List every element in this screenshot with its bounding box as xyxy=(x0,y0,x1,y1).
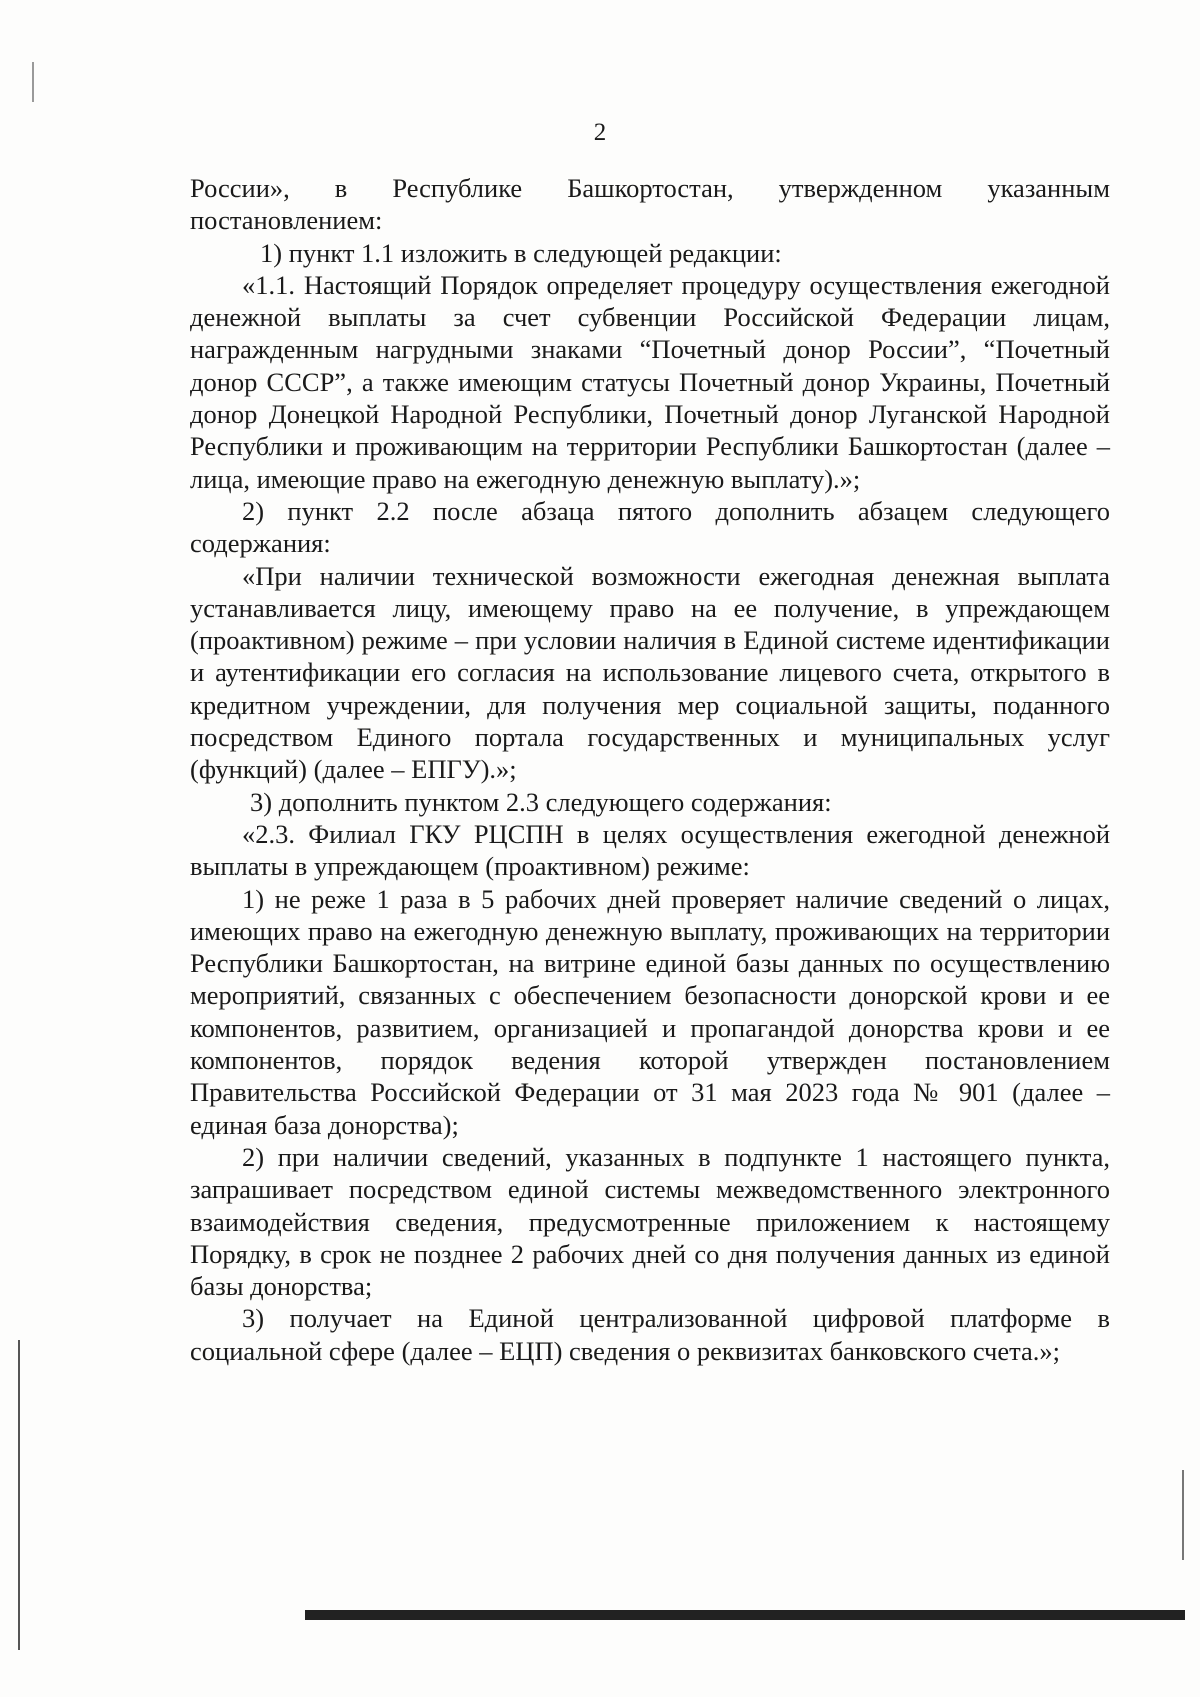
paragraph-clause-1-1: «1.1. Настоящий Порядок определяет процедуру осуществления ежегодной денежной выплаты за счет субвенции Российской Федерации лицам, награжденным нагрудными знаками “Почетный донор России”, “Почетный донор СССР”, а также имеющим статусы Почетный донор Украины, Почетный донор Донецкой Народной Республики, Почетный донор Луганской Народной Республики и проживающим на территории Республики Башкортостан (далее – лица, имеющие право на ежегодную денежную выплату).»; xyxy=(190,269,1110,494)
paragraph-subitem-1: 1) не реже 1 раза в 5 рабочих дней проверяет наличие сведений о лицах, имеющих право на ежегодную денежную выплату, проживающих на территории Республики Башкортостан, на витрине единой базы данных по осуществлению мероприятий, связанных с обеспечением безопасности донорской крови и ее компонентов, развитием, организацией и пропагандой донорства крови и ее компонентов, порядок ведения которой утвержден постановлением Правительства Российской Федерации от 31 мая 2023 года № 901 (далее – единая база донорства); xyxy=(190,883,1110,1140)
paragraph-item-3: 3) дополнить пунктом 2.3 следующего содержания: xyxy=(250,786,832,817)
paragraph-clause-2-3: «2.3. Филиал ГКУ РЦСПН в целях осуществления ежегодной денежной выплаты в упреждающем (проактивном) режиме: xyxy=(190,818,1110,882)
scan-artifact-right-edge xyxy=(1182,1470,1184,1560)
scan-artifact-left-top xyxy=(32,62,34,102)
scan-bottom-bar xyxy=(305,1610,1185,1620)
paragraph-item-2: 2) пункт 2.2 после абзаца пятого дополнить абзацем следующего содержания: xyxy=(190,495,1110,559)
document-body xyxy=(190,172,1110,1367)
scan-artifact-left-edge xyxy=(18,1340,20,1650)
page-number: 2 xyxy=(593,119,607,146)
paragraph-subitem-3: 3) получает на Единой централизованной цифровой платформе в социальной сфере (далее – ЕЦП) сведения о реквизитах банковского счета.»; xyxy=(190,1303,1110,1366)
paragraph-proactive-mode: «При наличии технической возможности ежегодная денежная выплата устанавливается лицу, имеющему право на ее получение, в упреждающем (проактивном) режиме – при условии наличия в Единой системе идентификации и аутентификации его согласия на использование лицевого счета, открытого в кредитном учреждении, для получения мер социальной защиты, поданного посредством Единого портала государственных и муниципальных услуг (функций) (далее – ЕПГУ).»; xyxy=(190,560,1110,785)
paragraph-intro-continuation: России», в Республике Башкортостан, утвержденном указанным постановлением: xyxy=(190,173,1110,236)
paragraph-item-1: 1) пункт 1.1 изложить в следующей редакции: xyxy=(260,237,782,268)
paragraph-subitem-2: 2) при наличии сведений, указанных в подпункте 1 настоящего пункта, запрашивает посредством единой системы межведомственного электронного взаимодействия сведения, предусмотренные приложением к настоящему Порядку, в срок не позднее 2 рабочих дней со дня получения данных из единой базы донорства; xyxy=(190,1141,1110,1302)
